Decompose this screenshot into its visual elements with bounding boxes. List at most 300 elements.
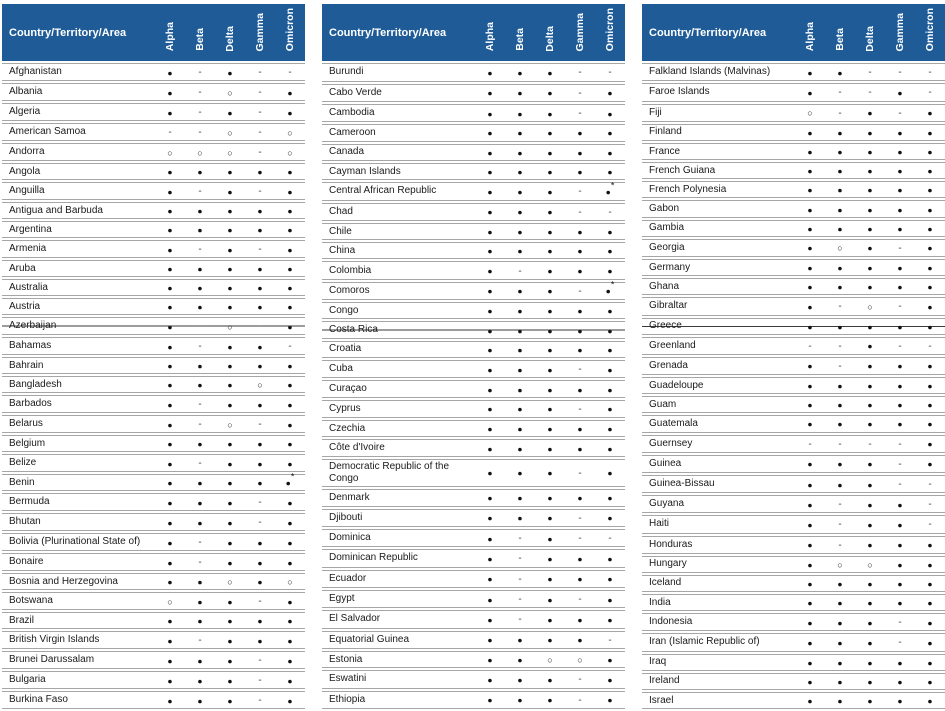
variant-mark-cell bbox=[155, 592, 185, 610]
filled-dot-icon: ● bbox=[257, 206, 263, 217]
filled-dot-icon: ● bbox=[867, 108, 873, 119]
variant-mark-cell bbox=[475, 321, 505, 338]
dash-marker: - bbox=[838, 360, 842, 372]
variant-mark-cell bbox=[885, 83, 915, 101]
filled-dot-icon: ● bbox=[167, 537, 173, 548]
filled-dot-icon: ● bbox=[227, 458, 233, 469]
filled-dot-icon: ● bbox=[577, 574, 583, 585]
country-name: Czechia bbox=[322, 420, 475, 437]
variant-mark-cell bbox=[245, 298, 275, 315]
filled-dot-icon: ● bbox=[167, 517, 173, 528]
filled-dot-icon: ● bbox=[607, 404, 613, 415]
dash-marker: - bbox=[518, 553, 522, 565]
filled-dot-icon: ● bbox=[487, 533, 493, 544]
variant-mark-cell bbox=[795, 181, 825, 198]
variant-mark-cell bbox=[855, 415, 885, 432]
variant-mark-cell bbox=[535, 63, 565, 81]
dash-marker: - bbox=[928, 67, 932, 79]
variant-mark-cell bbox=[595, 631, 625, 649]
variant-mark-cell bbox=[595, 549, 625, 567]
column-header-beta bbox=[505, 4, 535, 61]
filled-dot-icon: ● bbox=[607, 344, 613, 355]
variant-mark-cell bbox=[505, 223, 535, 240]
dash-marker: - bbox=[898, 479, 902, 491]
table-row bbox=[642, 104, 945, 122]
country-name: Djibouti bbox=[322, 509, 475, 527]
variant-mark-cell bbox=[475, 261, 505, 279]
filled-dot-icon: ● bbox=[167, 283, 173, 294]
variant-mark-cell bbox=[825, 259, 855, 276]
variant-mark-cell bbox=[565, 509, 595, 527]
filled-dot-icon: ● bbox=[547, 128, 553, 139]
variant-mark-cell bbox=[825, 536, 855, 554]
column-header-omicron bbox=[275, 4, 305, 61]
variant-mark-cell bbox=[155, 415, 185, 433]
column-header-omicron bbox=[595, 4, 625, 61]
variant-mark-cell bbox=[215, 63, 245, 81]
variant-mark-cell bbox=[505, 509, 535, 527]
filled-dot-icon: ● bbox=[897, 540, 903, 551]
filled-dot-icon: ● bbox=[807, 223, 813, 234]
filled-dot-icon: ● bbox=[197, 596, 203, 607]
variant-mark-cell bbox=[595, 282, 625, 300]
column-header-delta bbox=[215, 4, 245, 61]
variant-mark-cell bbox=[885, 124, 915, 141]
variant-mark-cell bbox=[475, 223, 505, 240]
variant-label: Beta bbox=[513, 28, 526, 52]
filled-dot-icon: ● bbox=[927, 696, 933, 707]
filled-dot-icon: ● bbox=[487, 344, 493, 355]
filled-dot-icon: ● bbox=[807, 540, 813, 551]
filled-dot-icon: ● bbox=[487, 493, 493, 504]
variant-mark-cell bbox=[275, 260, 305, 277]
filled-dot-icon: ● bbox=[197, 517, 203, 528]
filled-dot-icon: ● bbox=[547, 674, 553, 685]
variant-mark-cell bbox=[245, 631, 275, 649]
filled-dot-icon: ● bbox=[287, 695, 293, 706]
variant-mark-cell bbox=[475, 610, 505, 628]
variant-mark-cell bbox=[215, 435, 245, 452]
variant-mark-cell bbox=[915, 536, 945, 554]
filled-dot-icon: ● bbox=[577, 384, 583, 395]
filled-dot-icon: ● bbox=[897, 696, 903, 707]
variant-mark-cell bbox=[795, 200, 825, 217]
filled-dot-icon: ● bbox=[287, 206, 293, 217]
filled-dot-icon: ● bbox=[257, 577, 263, 588]
variant-mark-cell bbox=[275, 651, 305, 669]
variant-mark-cell bbox=[475, 400, 505, 418]
country-name: Aruba bbox=[2, 260, 155, 277]
filled-dot-icon: ● bbox=[167, 264, 173, 275]
dash-marker: - bbox=[898, 617, 902, 629]
country-name: Australia bbox=[2, 279, 155, 296]
variant-mark-cell bbox=[885, 475, 915, 493]
variant-mark-cell bbox=[595, 223, 625, 240]
variant-label: Alpha bbox=[483, 22, 496, 52]
filled-dot-icon: ● bbox=[285, 478, 291, 489]
filled-dot-icon: ● bbox=[837, 381, 843, 392]
filled-dot-icon: ● bbox=[867, 166, 873, 177]
variant-mark-cell bbox=[795, 377, 825, 394]
filled-dot-icon: ● bbox=[607, 594, 613, 605]
variant-mark-cell bbox=[595, 182, 625, 200]
dash-marker: - bbox=[838, 499, 842, 511]
country-name: Ireland bbox=[642, 673, 795, 690]
variant-mark-cell bbox=[565, 549, 595, 567]
filled-dot-icon: ● bbox=[227, 517, 233, 528]
variant-mark-cell bbox=[505, 63, 535, 81]
table-row bbox=[642, 239, 945, 257]
variant-mark-cell bbox=[795, 318, 825, 335]
variant-mark-cell bbox=[885, 536, 915, 554]
country-name: Guinea bbox=[642, 455, 795, 473]
filled-dot-icon: ● bbox=[197, 283, 203, 294]
variant-mark-cell bbox=[795, 220, 825, 237]
variant-mark-cell bbox=[185, 298, 215, 315]
variant-mark-cell bbox=[245, 454, 275, 472]
dash-marker: - bbox=[868, 438, 872, 450]
variant-mark-cell bbox=[855, 297, 885, 315]
variant-mark-cell bbox=[155, 279, 185, 296]
open-circle-icon: ○ bbox=[227, 127, 233, 138]
variant-mark-cell bbox=[595, 651, 625, 668]
country-name: Cambodia bbox=[322, 104, 475, 122]
filled-dot-icon: ● bbox=[167, 244, 173, 255]
variant-mark-cell bbox=[475, 489, 505, 506]
variant-mark-cell bbox=[505, 631, 535, 649]
table-row bbox=[2, 163, 305, 180]
variant-mark-cell bbox=[795, 297, 825, 315]
filled-dot-icon: ● bbox=[547, 207, 553, 218]
variant-mark-cell bbox=[475, 651, 505, 668]
table-row bbox=[322, 570, 625, 588]
filled-dot-icon: ● bbox=[897, 147, 903, 157]
filled-dot-icon: ● bbox=[867, 243, 873, 254]
variant-label: Alpha bbox=[803, 22, 816, 52]
country-name: Barbados bbox=[2, 395, 155, 413]
dash-marker: - bbox=[898, 67, 902, 79]
dash-marker: - bbox=[578, 285, 582, 297]
variant-mark-cell bbox=[185, 221, 215, 238]
variant-mark-cell bbox=[275, 395, 305, 413]
filled-dot-icon: ● bbox=[927, 419, 933, 430]
variant-mark-cell bbox=[245, 240, 275, 258]
variant-mark-cell bbox=[155, 454, 185, 472]
country-name: Austria bbox=[2, 298, 155, 315]
variant-mark-cell bbox=[155, 573, 185, 590]
filled-dot-icon: ● bbox=[867, 400, 873, 411]
filled-dot-icon: ● bbox=[577, 614, 583, 625]
filled-dot-icon: ● bbox=[167, 458, 173, 469]
table-row bbox=[322, 144, 625, 161]
dash-marker: - bbox=[608, 533, 612, 545]
filled-dot-icon: ● bbox=[927, 321, 933, 332]
variant-mark-cell bbox=[595, 63, 625, 81]
variant-mark-cell bbox=[475, 302, 505, 319]
variant-mark-cell bbox=[185, 573, 215, 590]
variant-mark-cell bbox=[565, 439, 595, 456]
filled-dot-icon: ● bbox=[807, 559, 813, 570]
filled-dot-icon: ● bbox=[807, 185, 813, 196]
country-name: Falkland Islands (Malvinas) bbox=[642, 63, 795, 81]
variant-mark-cell bbox=[185, 337, 215, 355]
table-row bbox=[2, 143, 305, 161]
filled-dot-icon: ● bbox=[167, 577, 173, 588]
filled-dot-icon: ● bbox=[927, 400, 933, 411]
variant-mark-cell bbox=[185, 279, 215, 296]
filled-dot-icon: ● bbox=[257, 537, 263, 548]
variant-mark-cell bbox=[915, 318, 945, 335]
variant-mark-cell bbox=[275, 221, 305, 238]
table-row bbox=[322, 84, 625, 102]
column-header-gamma bbox=[885, 4, 915, 61]
variant-mark-cell bbox=[215, 454, 245, 472]
dash-marker: - bbox=[838, 539, 842, 551]
variant-mark-cell bbox=[245, 493, 275, 511]
variant-mark-cell bbox=[885, 297, 915, 315]
variant-mark-cell bbox=[595, 439, 625, 456]
variant-mark-cell bbox=[565, 670, 595, 688]
variant-mark-cell bbox=[885, 220, 915, 237]
country-name: Central African Republic bbox=[322, 182, 475, 200]
filled-dot-icon: ● bbox=[607, 227, 613, 237]
variant-mark-cell bbox=[275, 454, 305, 472]
column-header-gamma bbox=[245, 4, 275, 61]
table-row bbox=[322, 610, 625, 628]
variant-mark-cell bbox=[215, 651, 245, 669]
table-row bbox=[642, 415, 945, 432]
filled-dot-icon: ● bbox=[605, 286, 611, 297]
country-name: Burundi bbox=[322, 63, 475, 81]
filled-dot-icon: ● bbox=[517, 108, 523, 119]
variant-label: Omicron bbox=[283, 8, 296, 52]
table-row bbox=[2, 240, 305, 258]
filled-dot-icon: ● bbox=[197, 361, 203, 372]
variant-mark-cell bbox=[915, 692, 945, 709]
variant-mark-cell bbox=[155, 435, 185, 452]
variant-mark-cell bbox=[275, 240, 305, 258]
filled-dot-icon: ● bbox=[837, 321, 843, 332]
country-name: Bulgaria bbox=[2, 671, 155, 689]
variant-mark-cell bbox=[215, 474, 245, 491]
variant-mark-cell bbox=[505, 163, 535, 180]
filled-dot-icon: ● bbox=[487, 655, 493, 666]
filled-dot-icon: ● bbox=[867, 321, 873, 332]
filled-dot-icon: ● bbox=[927, 263, 933, 274]
variant-mark-cell bbox=[915, 63, 945, 81]
variant-mark-cell bbox=[535, 302, 565, 319]
variant-mark-cell bbox=[795, 673, 825, 690]
variant-mark-cell bbox=[595, 341, 625, 358]
variant-table-2 bbox=[322, 2, 625, 711]
open-circle-icon: ○ bbox=[197, 147, 203, 158]
variant-mark-cell bbox=[825, 455, 855, 473]
variant-mark-cell bbox=[155, 376, 185, 393]
table-row bbox=[642, 556, 945, 573]
filled-dot-icon: ● bbox=[837, 263, 843, 274]
variant-mark-cell bbox=[565, 360, 595, 378]
open-circle-icon: ○ bbox=[287, 577, 293, 588]
variant-mark-cell bbox=[855, 337, 885, 355]
variant-mark-cell bbox=[795, 143, 825, 160]
variant-mark-cell bbox=[595, 84, 625, 102]
country-name: French Guiana bbox=[642, 162, 795, 179]
variant-mark-cell bbox=[505, 104, 535, 122]
country-name: Egypt bbox=[322, 590, 475, 608]
filled-dot-icon: ● bbox=[897, 321, 903, 332]
variant-mark-cell bbox=[915, 297, 945, 315]
variant-mark-cell bbox=[275, 471, 305, 491]
filled-dot-icon: ● bbox=[867, 637, 873, 648]
table-row bbox=[642, 259, 945, 276]
variant-mark-cell bbox=[185, 240, 215, 258]
filled-dot-icon: ● bbox=[167, 302, 173, 313]
variant-mark-cell bbox=[475, 420, 505, 437]
filled-dot-icon: ● bbox=[227, 67, 233, 78]
table-row bbox=[2, 631, 305, 649]
dash-marker: - bbox=[898, 301, 902, 313]
variant-mark-cell bbox=[595, 590, 625, 608]
dash-marker: - bbox=[838, 340, 842, 352]
table-row bbox=[322, 223, 625, 240]
table-row bbox=[2, 123, 305, 141]
variant-mark-cell bbox=[185, 260, 215, 277]
variant-mark-cell bbox=[505, 341, 535, 358]
variant-mark-cell bbox=[185, 691, 215, 709]
variant-mark-cell bbox=[565, 144, 595, 161]
variant-mark-cell bbox=[595, 380, 625, 397]
variant-mark-cell bbox=[915, 337, 945, 355]
filled-dot-icon: ● bbox=[487, 147, 493, 158]
variant-mark-cell bbox=[245, 221, 275, 238]
filled-dot-icon: ● bbox=[807, 147, 813, 157]
variant-mark-cell bbox=[275, 182, 305, 200]
variant-mark-cell bbox=[275, 631, 305, 649]
filled-dot-icon: ● bbox=[227, 616, 233, 627]
dash-marker: - bbox=[578, 364, 582, 376]
variant-mark-cell bbox=[245, 83, 275, 101]
filled-dot-icon: ● bbox=[287, 399, 293, 410]
filled-dot-icon: ● bbox=[607, 695, 613, 706]
table-row bbox=[642, 337, 945, 355]
variant-mark-cell bbox=[565, 400, 595, 418]
variant-mark-cell bbox=[915, 594, 945, 611]
country-name: Honduras bbox=[642, 536, 795, 554]
variant-mark-cell bbox=[155, 513, 185, 531]
filled-dot-icon: ● bbox=[607, 364, 613, 375]
filled-dot-icon: ● bbox=[927, 185, 933, 196]
variant-mark-cell bbox=[535, 400, 565, 418]
variant-mark-cell bbox=[185, 651, 215, 669]
dash-marker: - bbox=[198, 458, 202, 470]
filled-dot-icon: ● bbox=[837, 657, 843, 668]
filled-dot-icon: ● bbox=[167, 419, 173, 430]
table-row bbox=[642, 633, 945, 651]
country-name: China bbox=[322, 242, 475, 259]
filled-dot-icon: ● bbox=[257, 557, 263, 568]
filled-dot-icon: ● bbox=[167, 439, 173, 450]
asterisk-marker: * bbox=[610, 180, 615, 191]
variant-mark-cell bbox=[855, 575, 885, 592]
variant-mark-cell bbox=[535, 631, 565, 649]
filled-dot-icon: ● bbox=[897, 223, 903, 234]
country-name: Andorra bbox=[2, 143, 155, 161]
variant-mark-cell bbox=[185, 163, 215, 180]
variant-mark-cell bbox=[825, 415, 855, 432]
variant-mark-cell bbox=[535, 459, 565, 488]
filled-dot-icon: ● bbox=[257, 341, 263, 352]
variant-mark-cell bbox=[535, 590, 565, 608]
variant-mark-cell bbox=[245, 474, 275, 491]
table-row bbox=[2, 298, 305, 315]
filled-dot-icon: ● bbox=[807, 617, 813, 628]
variant-mark-cell bbox=[915, 259, 945, 276]
filled-dot-icon: ● bbox=[517, 286, 523, 297]
variant-mark-cell bbox=[795, 613, 825, 631]
variant-mark-cell bbox=[535, 439, 565, 456]
variant-mark-cell bbox=[795, 515, 825, 533]
dash-marker: - bbox=[898, 107, 902, 119]
dash-marker: - bbox=[808, 340, 812, 352]
variant-mark-cell bbox=[885, 396, 915, 413]
variant-mark-cell bbox=[185, 123, 215, 141]
variant-label: Delta bbox=[223, 25, 236, 52]
table-row bbox=[322, 670, 625, 688]
variant-mark-cell bbox=[535, 261, 565, 279]
filled-dot-icon: ● bbox=[197, 675, 203, 686]
variant-mark-cell bbox=[155, 103, 185, 121]
variant-mark-cell bbox=[155, 337, 185, 355]
table-row bbox=[642, 435, 945, 453]
filled-dot-icon: ● bbox=[517, 674, 523, 685]
dash-marker: - bbox=[258, 517, 262, 529]
table-row bbox=[322, 549, 625, 567]
variant-mark-cell bbox=[475, 631, 505, 649]
filled-dot-icon: ● bbox=[287, 616, 293, 627]
variant-mark-cell bbox=[795, 162, 825, 179]
variant-mark-cell bbox=[475, 380, 505, 397]
variant-mark-cell bbox=[915, 575, 945, 592]
variant-mark-cell bbox=[185, 612, 215, 629]
variant-mark-cell bbox=[275, 671, 305, 689]
variant-mark-cell bbox=[855, 143, 885, 160]
filled-dot-icon: ● bbox=[837, 282, 843, 293]
variant-mark-cell bbox=[795, 536, 825, 554]
filled-dot-icon: ● bbox=[807, 676, 813, 687]
variant-mark-cell bbox=[885, 104, 915, 122]
country-name: Haiti bbox=[642, 515, 795, 533]
filled-dot-icon: ● bbox=[897, 204, 903, 215]
filled-dot-icon: ● bbox=[487, 128, 493, 139]
variant-mark-cell bbox=[915, 124, 945, 141]
variant-mark-cell bbox=[565, 691, 595, 710]
variant-mark-cell bbox=[535, 282, 565, 300]
variant-mark-cell bbox=[155, 357, 185, 374]
filled-dot-icon: ● bbox=[517, 655, 523, 666]
filled-dot-icon: ● bbox=[927, 617, 933, 628]
dash-marker: - bbox=[518, 265, 522, 277]
variant-mark-cell bbox=[505, 691, 535, 710]
variant-mark-cell bbox=[565, 529, 595, 547]
open-circle-icon: ○ bbox=[837, 559, 843, 570]
variant-mark-cell bbox=[185, 317, 215, 335]
filled-dot-icon: ● bbox=[867, 676, 873, 687]
variant-mark-cell bbox=[215, 395, 245, 413]
variant-mark-cell bbox=[565, 242, 595, 259]
variant-mark-cell bbox=[505, 84, 535, 102]
variant-mark-cell bbox=[915, 455, 945, 473]
variant-mark-cell bbox=[505, 203, 535, 221]
